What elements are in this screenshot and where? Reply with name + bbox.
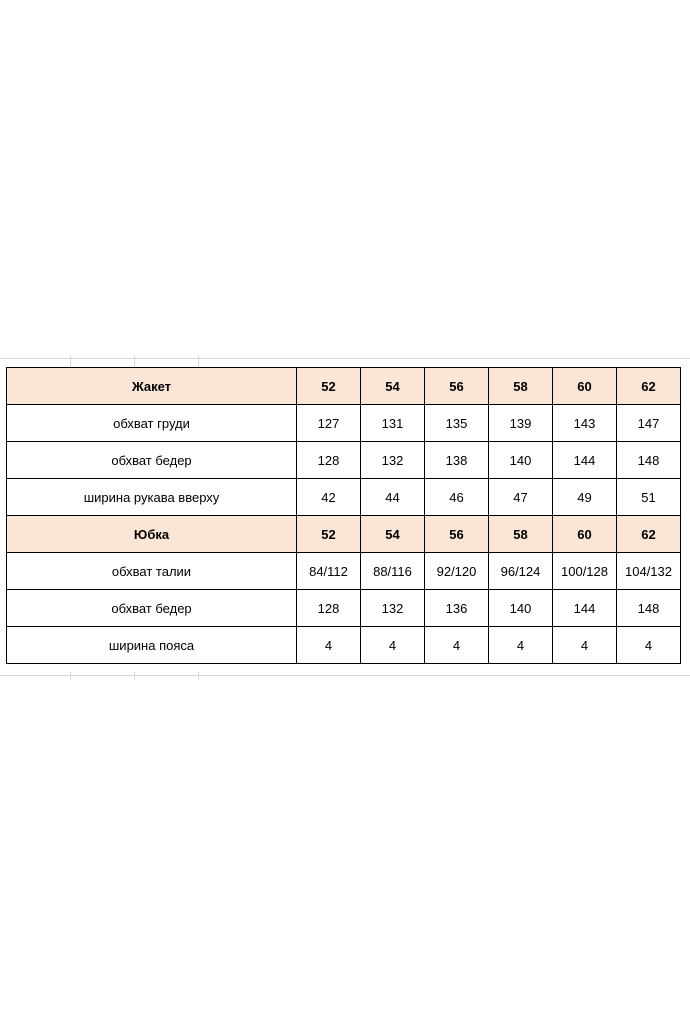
table-row [7, 405, 681, 442]
table-cell: 88/116 [361, 553, 425, 590]
table-cell: 92/120 [425, 553, 489, 590]
table-cell: 96/124 [489, 553, 553, 590]
gridline [134, 355, 135, 367]
size-header-cell: 56 [425, 516, 489, 553]
table-cell: 4 [361, 627, 425, 664]
table-row [7, 590, 681, 627]
size-header-cell: 54 [361, 368, 425, 405]
size-header-cell: 58 [489, 368, 553, 405]
size-header-cell: 62 [617, 368, 681, 405]
table-cell: 147 [617, 405, 681, 442]
size-header-cell: 52 [297, 516, 361, 553]
size-chart-table [6, 367, 681, 664]
size-header-cell: 58 [489, 516, 553, 553]
table-row [7, 479, 681, 516]
table-cell: 131 [361, 405, 425, 442]
section-header-row [7, 516, 681, 553]
table-cell: 4 [425, 627, 489, 664]
table-cell: 136 [425, 590, 489, 627]
table-cell: 127 [297, 405, 361, 442]
gridline [198, 672, 199, 680]
table-cell: 47 [489, 479, 553, 516]
table-row [7, 553, 681, 590]
table-cell: 4 [553, 627, 617, 664]
size-header-cell: 56 [425, 368, 489, 405]
table-cell: 49 [553, 479, 617, 516]
measurement-label: обхват талии [7, 553, 297, 590]
table-cell: 132 [361, 442, 425, 479]
section-title: Юбка [7, 516, 297, 553]
table-cell: 4 [297, 627, 361, 664]
measurement-label: ширина рукава вверху [7, 479, 297, 516]
gridline [134, 672, 135, 680]
gridline [70, 672, 71, 680]
table-cell: 100/128 [553, 553, 617, 590]
table-cell: 140 [489, 590, 553, 627]
section-header-row [7, 368, 681, 405]
table-cell: 138 [425, 442, 489, 479]
table-cell: 148 [617, 442, 681, 479]
table-cell: 139 [489, 405, 553, 442]
table-cell: 132 [361, 590, 425, 627]
table-row [7, 627, 681, 664]
gridline [0, 358, 690, 359]
table-cell: 44 [361, 479, 425, 516]
table-cell: 128 [297, 442, 361, 479]
gridline [70, 355, 71, 367]
table-cell: 144 [553, 590, 617, 627]
table-cell: 84/112 [297, 553, 361, 590]
table-cell: 144 [553, 442, 617, 479]
size-header-cell: 60 [553, 516, 617, 553]
section-title: Жакет [7, 368, 297, 405]
measurement-label: обхват бедер [7, 590, 297, 627]
table-cell: 143 [553, 405, 617, 442]
table-cell: 4 [617, 627, 681, 664]
gridline [198, 355, 199, 367]
size-header-cell: 62 [617, 516, 681, 553]
measurement-label: ширина пояса [7, 627, 297, 664]
table-cell: 135 [425, 405, 489, 442]
measurement-label: обхват бедер [7, 442, 297, 479]
table-cell: 51 [617, 479, 681, 516]
table-cell: 46 [425, 479, 489, 516]
table-cell: 4 [489, 627, 553, 664]
table-cell: 140 [489, 442, 553, 479]
size-header-cell: 54 [361, 516, 425, 553]
size-header-cell: 52 [297, 368, 361, 405]
table-cell: 128 [297, 590, 361, 627]
size-header-cell: 60 [553, 368, 617, 405]
table-cell: 104/132 [617, 553, 681, 590]
table-cell: 148 [617, 590, 681, 627]
table-cell: 42 [297, 479, 361, 516]
measurement-label: обхват груди [7, 405, 297, 442]
table-row [7, 442, 681, 479]
gridline [0, 675, 690, 676]
